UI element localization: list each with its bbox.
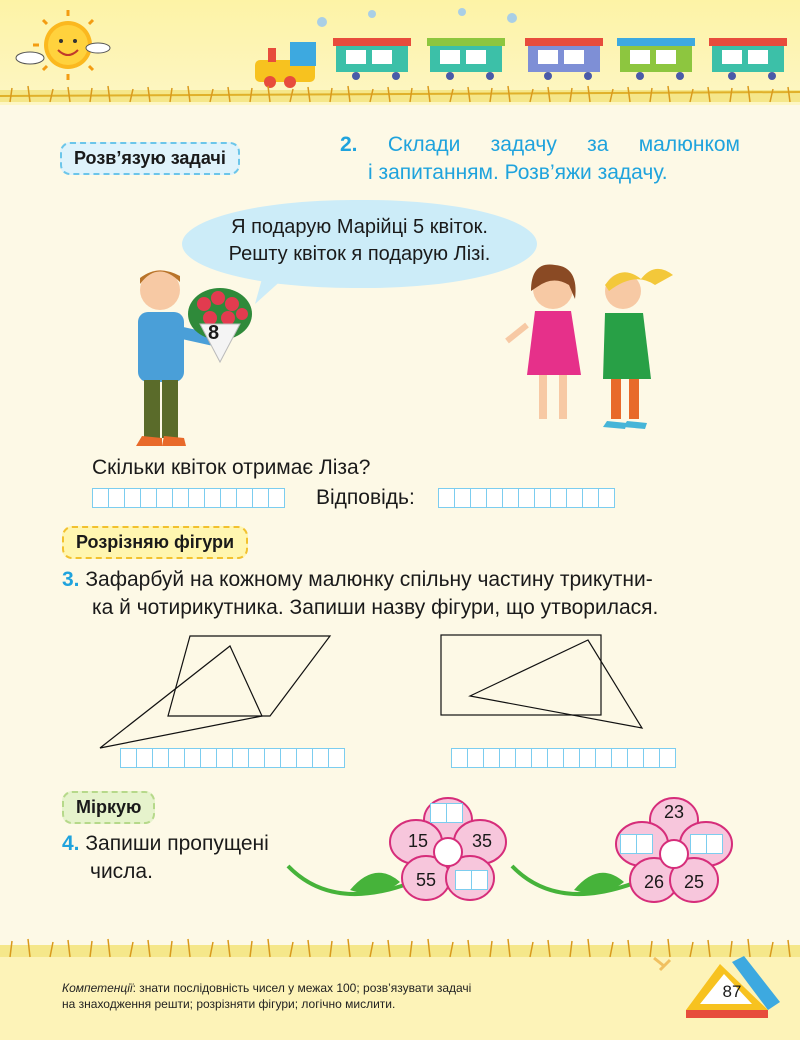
- page-number: 87: [722, 982, 742, 1001]
- speech-bubble-tail: [255, 268, 315, 308]
- bouquet-icon: [186, 284, 256, 364]
- speech-text: [182, 214, 537, 268]
- competencies-text-line1: : знати послідовність чисел у межах 100; розв’язувати задачі: [132, 981, 472, 995]
- task2-instruction: [340, 131, 740, 187]
- task2-text-line2: і запитанням. Розв’яжи задачу.: [368, 161, 668, 184]
- girls-illustration: [505, 255, 675, 435]
- section-label-solve: Розв’язую задачі: [60, 142, 240, 175]
- answer-label: Відповідь:: [316, 486, 415, 509]
- speech-line1: Я подарую Марійці 5 квіток.: [231, 216, 488, 238]
- shape2-answer-cells[interactable]: [451, 748, 675, 768]
- grass-decoration-top: [0, 82, 800, 108]
- flower1-bottom-right-blank[interactable]: [455, 870, 487, 890]
- section-label-think: Міркую: [62, 791, 155, 824]
- task4-text-line2: числа.: [90, 860, 153, 883]
- task3-instruction: [62, 566, 752, 622]
- flower1-right-number: 35: [471, 831, 493, 851]
- task3-text-line2: ка й чотирикутника. Запиши назву фігури, що утворилася.: [92, 596, 659, 619]
- flower2-right-blank[interactable]: [690, 834, 722, 854]
- solution-cells[interactable]: [92, 488, 284, 508]
- task4-number: 4.: [62, 832, 80, 855]
- flower2-left-blank[interactable]: [620, 834, 652, 854]
- speech-line2: Решту квіток я подарую Лізі.: [228, 243, 491, 265]
- train-icon: [255, 8, 787, 88]
- bouquet-count: 8: [208, 322, 220, 344]
- shape-figure-2[interactable]: [430, 628, 660, 738]
- answer-cells[interactable]: [438, 488, 614, 508]
- section-label-shapes: Розрізняю фігури: [62, 526, 248, 559]
- task3-text-line1: Зафарбуй на кожному малюнку спільну частину трикутни-: [85, 568, 653, 591]
- flower1-top-blank[interactable]: [430, 803, 462, 823]
- competencies-text-line2: на знаходження решти; розрізняти фігури; логічно мислити.: [62, 997, 396, 1011]
- shape1-answer-cells[interactable]: [120, 748, 344, 768]
- task3-number: 3.: [62, 568, 80, 591]
- task2-number: 2.: [340, 133, 358, 156]
- competencies-label: Компетенції: [62, 981, 133, 995]
- shape-figure-1[interactable]: [90, 628, 350, 753]
- competencies-note: [62, 980, 582, 1012]
- flower1-left-number: 15: [407, 831, 429, 851]
- flower2-bottom-left-number: 26: [643, 872, 665, 892]
- task2-text-line1: Склади задачу за малюнком: [387, 133, 740, 156]
- flower1-bottom-left-number: 55: [415, 870, 437, 890]
- flower2-bottom-right-number: 25: [683, 872, 705, 892]
- task2-question: Скільки квіток отримає Ліза?: [92, 456, 371, 479]
- task4-text-line1: Запиши пропущені: [85, 832, 269, 855]
- task4-instruction: [62, 830, 269, 886]
- dragonfly-icon: [654, 958, 670, 970]
- flower2-top-number: 23: [663, 802, 685, 822]
